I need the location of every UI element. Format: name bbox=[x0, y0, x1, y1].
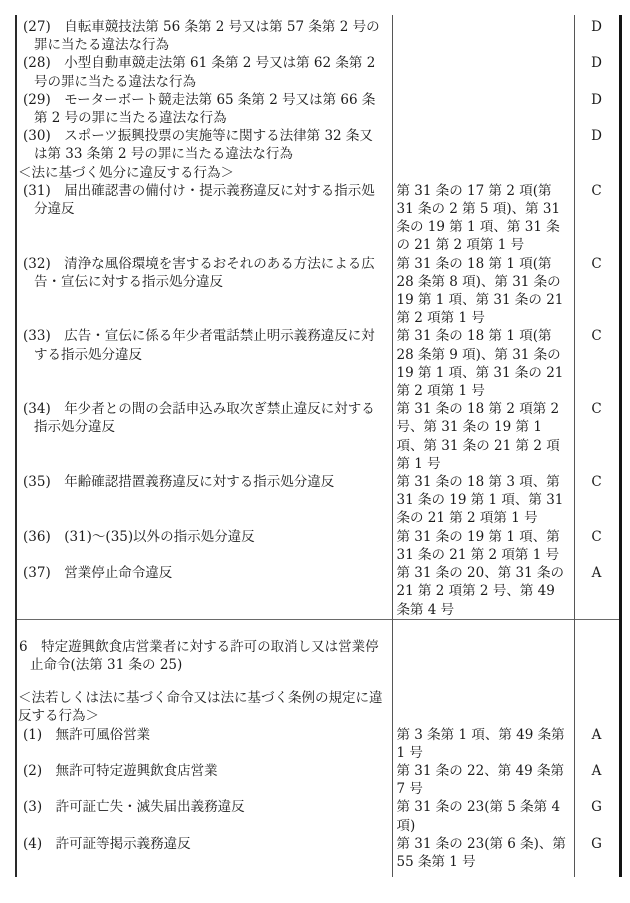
law-reference-cell: 第 31 条の 23(第 5 条第 4 項) bbox=[392, 798, 574, 834]
violation-item-cell: (30) スポーツ振興投票の実施等に関する法律第 32 条又は第 33 条第 2 号の罪に当たる違法な行為 bbox=[16, 127, 392, 163]
law-reference-cell: 第 3 条第 1 項、第 49 条第 1 号 bbox=[392, 726, 574, 762]
grade-cell: A bbox=[591, 565, 602, 582]
table-row bbox=[16, 182, 620, 255]
grade-cell bbox=[574, 619, 620, 674]
violation-item-cell: (33) 広告・宣伝に係る年少者電話禁止明示義務違反に対する指示処分違反 bbox=[16, 327, 392, 400]
table-row bbox=[16, 91, 620, 127]
table-row bbox=[16, 400, 620, 473]
grade-cell: G bbox=[591, 799, 602, 816]
grade-cell: A bbox=[591, 726, 602, 743]
category-header-row bbox=[16, 164, 620, 182]
violation-item-cell: (4) 許可証等掲示義務違反 bbox=[16, 835, 392, 877]
section-tokutei-yuukyou bbox=[16, 619, 620, 877]
table-row bbox=[16, 726, 620, 762]
law-reference-cell: 第 31 条の 18 第 2 項第 2 号、第 31 条の 19 第 1 項、第 31 条の 21 第 2 項第 1 号 bbox=[392, 400, 574, 473]
violation-item-cell: (34) 年少者との間の会話申込み取次ぎ禁止違反に対する指示処分違反 bbox=[16, 400, 392, 473]
table-row bbox=[16, 127, 620, 163]
violation-item-cell: (27) 自転車競技法第 56 条第 2 号又は第 57 条第 2 号の罪に当たる違法な行為 bbox=[16, 15, 392, 54]
section-continued-violations bbox=[16, 15, 620, 619]
grade-cell: C bbox=[591, 182, 602, 199]
violation-item-cell: (28) 小型自動車競走法第 61 条第 2 号又は第 62 条第 2 号の罪に当たる違法な行為 bbox=[16, 54, 392, 90]
law-reference-cell bbox=[392, 127, 574, 163]
law-reference-cell: 第 31 条の 18 第 1 項(第 28 条第 9 項)、第 31 条の 19 第 1 項、第 31 条の 21 第 2 項第 1 号 bbox=[392, 327, 574, 400]
table-row bbox=[16, 528, 620, 564]
violation-item-cell: (29) モーターボート競走法第 65 条第 2 号又は第 66 条第 2 号の罪に当たる違法な行為 bbox=[16, 91, 392, 127]
section-heading-row bbox=[16, 619, 620, 674]
law-reference-cell: 第 31 条の 18 第 1 項(第 28 条第 8 項)、第 31 条の 19 第 1 項、第 31 条の 21 第 2 項第 1 号 bbox=[392, 255, 574, 328]
law-reference-cell: 第 31 条の 20、第 31 条の 21 第 2 項第 2 号、第 49 条第 4 号 bbox=[392, 564, 574, 619]
law-reference-cell: 第 31 条の 19 第 1 項、第 31 条の 21 第 2 項第 1 号 bbox=[392, 528, 574, 564]
violation-item-cell: (37) 営業停止命令違反 bbox=[16, 564, 392, 619]
law-reference-cell bbox=[392, 674, 574, 725]
grade-cell: D bbox=[591, 128, 602, 145]
law-reference-cell bbox=[392, 91, 574, 127]
grade-cell: A bbox=[591, 762, 602, 779]
grade-cell: G bbox=[591, 835, 602, 852]
violation-item-cell: (36) (31)～(35)以外の指示処分違反 bbox=[16, 528, 392, 564]
table-row bbox=[16, 473, 620, 528]
section-heading: 6 特定遊興飲食店営業者に対する許可の取消し又は営業停止命令(法第 31 条の 25) bbox=[16, 619, 392, 674]
table-row bbox=[16, 54, 620, 90]
violation-item-cell: (2) 無許可特定遊興飲食店営業 bbox=[16, 762, 392, 798]
violation-grade-table bbox=[15, 15, 622, 877]
violation-item-cell: (35) 年齢確認措置義務違反に対する指示処分違反 bbox=[16, 473, 392, 528]
law-reference-cell bbox=[392, 619, 574, 674]
violation-item-cell: (3) 許可証亡失・滅失届出義務違反 bbox=[16, 798, 392, 834]
violation-item-cell: (32) 清浄な風俗環境を害するおそれのある方法による広告・宣伝に対する指示処分違反 bbox=[16, 255, 392, 328]
violation-item-cell: (31) 届出確認書の備付け・提示義務違反に対する指示処分違反 bbox=[16, 182, 392, 255]
grade-cell: C bbox=[591, 328, 602, 345]
law-reference-cell: 第 31 条の 17 第 2 項(第 31 条の 2 第 5 項)、第 31 条の 19 第 1 項、第 31 条の 21 第 2 項第 1 号 bbox=[392, 182, 574, 255]
table-row bbox=[16, 15, 620, 54]
grade-cell: D bbox=[591, 55, 602, 72]
table-row bbox=[16, 762, 620, 798]
law-reference-cell: 第 31 条の 23(第 6 条)、第 55 条第 1 号 bbox=[392, 835, 574, 877]
law-reference-cell: 第 31 条の 22、第 49 条第 7 号 bbox=[392, 762, 574, 798]
law-reference-cell bbox=[392, 54, 574, 90]
law-reference-cell: 第 31 条の 18 第 3 項、第 31 条の 19 第 1 項、第 31 条の 21 第 2 項第 1 号 bbox=[392, 473, 574, 528]
category-header-label: ＜法に基づく処分に違反する行為＞ bbox=[16, 164, 392, 182]
grade-cell: C bbox=[591, 255, 602, 272]
category-header-label: ＜法若しくは法に基づく命令又は法に基づく条例の規定に違反する行為＞ bbox=[16, 674, 392, 725]
table-row bbox=[16, 255, 620, 328]
grade-cell: C bbox=[591, 528, 602, 545]
grade-cell: C bbox=[591, 401, 602, 418]
table-row bbox=[16, 835, 620, 877]
law-reference-cell bbox=[392, 164, 574, 182]
grade-cell: D bbox=[591, 91, 602, 108]
category-header-row bbox=[16, 674, 620, 725]
law-reference-cell bbox=[392, 15, 574, 54]
table-row bbox=[16, 327, 620, 400]
grade-cell bbox=[574, 674, 620, 725]
grade-cell: D bbox=[591, 19, 602, 35]
grade-cell: C bbox=[591, 474, 602, 491]
table-row bbox=[16, 798, 620, 834]
table-row bbox=[16, 564, 620, 619]
grade-cell bbox=[574, 164, 620, 182]
violation-item-cell: (1) 無許可風俗営業 bbox=[16, 726, 392, 762]
